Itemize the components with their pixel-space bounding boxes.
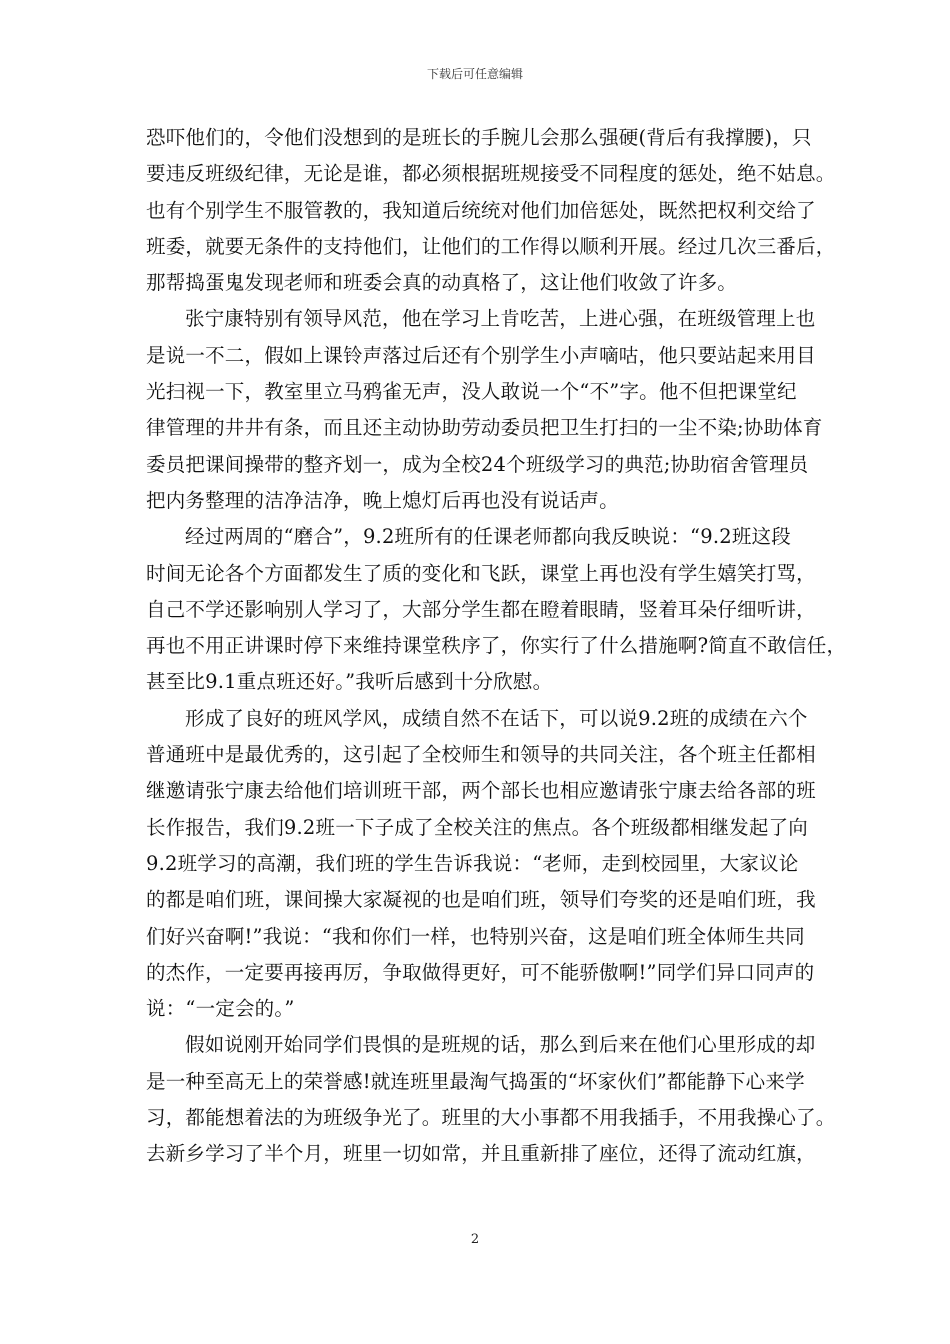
text-line: 继邀请张宁康去给他们培训班干部，两个部长也相应邀请张宁康去给各部的班 [146,779,816,803]
text-line: 是一种至高无上的荣誉感!就连班里最淘气捣蛋的“坏家伙们”都能静下心来学 [146,1069,805,1093]
text-line: 甚至比9.1重点班还好。”我听后感到十分欣慰。 [146,670,553,694]
text-line: 普通班中是最优秀的，这引起了全校师生和领导的共同关注，各个班主任都相 [146,743,816,767]
text-line: 委员把课间操带的整齐划一，成为全校24个班级学习的典范;协助宿舍管理员 [146,452,809,476]
text-line: 班委，就要无条件的支持他们，让他们的工作得以顺利开展。经过几次三番后， [146,234,836,258]
text-line: 把内务整理的洁净洁净，晚上熄灯后再也没有说话声。 [146,488,619,512]
text-line: 张宁康特别有领导风范，他在学习上肯吃苦，上进心强，在班级管理上也 [185,307,816,331]
text-line: 是说一不二，假如上课铃声落过后还有个别学生小声嘀咕，他只要站起来用目 [146,343,816,367]
text-line: 也有个别学生不服管教的，我知道后统统对他们加倍惩处，既然把权利交给了 [146,198,816,222]
text-line: 自己不学还影响别人学习了，大部分学生都在瞪着眼睛，竖着耳朵仔细听讲， [146,597,816,621]
text-line: 习，都能想着法的为班级争光了。班里的大小事都不用我插手，不用我操心了。 [146,1106,836,1130]
text-line: 光扫视一下，教室里立马鸦雀无声，没人敢说一个“不”字。他不但把课堂纪 [146,380,797,404]
text-line: 那帮捣蛋鬼发现老师和班委会真的动真格了，这让他们收敛了许多。 [146,271,738,295]
text-line: 时间无论各个方面都发生了质的变化和飞跃，课堂上再也没有学生嬉笑打骂， [146,561,816,585]
text-line: 要违反班级纪律，无论是谁，都必须根据班规接受不同程度的惩处，绝不姑息。 [146,162,836,186]
text-line: 假如说刚开始同学们畏惧的是班规的话，那么到后来在他们心里形成的却 [185,1033,816,1057]
text-line: 恐吓他们的，令他们没想到的是班长的手腕儿会那么强硬(背后有我撑腰)，只 [146,126,812,149]
text-line: 形成了良好的班风学风，成绩自然不在话下，可以说9.2班的成绩在六个 [185,706,808,730]
text-line: 再也不用正讲课时停下来维持课堂秩序了，你实行了什么措施啊?简直不敢信任， [146,634,847,658]
text-line: 经过两周的“磨合”，9.2班所有的任课老师都向我反映说：“9.2班这段 [185,525,791,549]
document-body [146,120,847,1173]
text-line: 的杰作，一定要再接再厉，争取做得更好，可不能骄傲啊!”同学们异口同声的 [146,960,815,984]
page-number: 2 [470,1232,480,1247]
text-line: 说：“一定会的。” [146,997,295,1021]
text-line: 们好兴奋啊!”我说：“我和你们一样，也特别兴奋，这是咱们班全体师生共同 [146,924,805,948]
text-line: 律管理的井井有条，而且还主动协助劳动委员把卫生打扫的一尘不染;协助体育 [146,416,823,440]
text-line: 长作报告，我们9.2班一下子成了全校关注的焦点。各个班级都相继发起了向 [146,815,809,839]
text-line: 的都是咱们班，课间操大家凝视的也是咱们班，领导们夸奖的还是咱们班，我 [146,888,816,912]
page-header: 下载后可任意编辑 [426,67,523,81]
text-line: 9.2班学习的高潮，我们班的学生告诉我说：“老师，走到校园里，大家议论 [146,851,799,875]
text-line: 去新乡学习了半个月，班里一切如常，并且重新排了座位，还得了流动红旗， [146,1142,816,1166]
